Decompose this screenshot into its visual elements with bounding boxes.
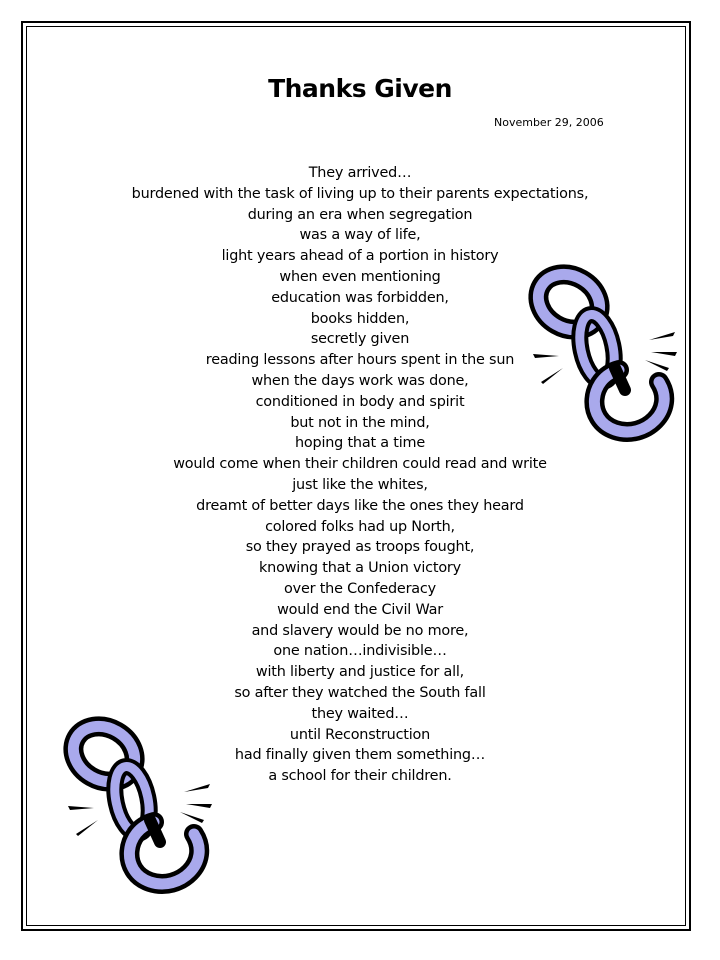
poem-line: They arrived… bbox=[308, 165, 412, 181]
poem-line: they waited… bbox=[311, 705, 409, 722]
poem-line: but not in the mind, bbox=[290, 414, 430, 431]
poem-line: over the Confederacy bbox=[284, 580, 436, 597]
poem-body bbox=[0, 163, 720, 787]
poem-line: and slavery would be no more, bbox=[251, 622, 469, 639]
poem-line: knowing that a Union victory bbox=[259, 560, 461, 577]
broken-chain-icon bbox=[62, 712, 222, 902]
poem-line: until Reconstruction bbox=[289, 726, 431, 743]
poem-line: would end the Civil War bbox=[277, 601, 443, 618]
poem-line: secretly given bbox=[310, 331, 410, 348]
poem-line: with liberty and justice for all, bbox=[255, 664, 465, 681]
poem-line: so after they watched the South fall bbox=[234, 684, 486, 701]
poem-line: books hidden, bbox=[310, 310, 410, 327]
poem-line: was a way of life, bbox=[299, 227, 421, 244]
poem-line: during an era when segregation bbox=[247, 206, 473, 223]
poem-line: burdened with the task of living up to their parents expectations, bbox=[131, 185, 589, 202]
poem-line: had finally given them something… bbox=[234, 747, 486, 764]
poem-line: conditioned in body and spirit bbox=[255, 393, 465, 410]
poem-line: so they prayed as troops fought, bbox=[245, 539, 475, 556]
poem-line: colored folks had up North, bbox=[265, 518, 455, 535]
poem-line: a school for their children. bbox=[268, 768, 452, 785]
poem-line: hoping that a time bbox=[295, 435, 425, 452]
poem-title: Thanks Given bbox=[268, 74, 452, 103]
poem-line: dreamt of better days like the ones they heard bbox=[196, 497, 524, 514]
poem-line: reading lessons after hours spent in the sun bbox=[205, 352, 515, 369]
poem-line: would come when their children could read and write bbox=[173, 456, 547, 473]
poem-date: November 29, 2006 bbox=[494, 116, 604, 129]
poem-line: light years ahead of a portion in history bbox=[221, 248, 499, 265]
poem-line: just like the whites, bbox=[292, 476, 428, 493]
broken-chain-icon bbox=[527, 260, 687, 450]
poem-line: one nation…indivisible… bbox=[273, 643, 447, 660]
poem-line: when even mentioning bbox=[279, 268, 441, 285]
poem-line: when the days work was done, bbox=[251, 372, 469, 389]
poem-line: education was forbidden, bbox=[271, 289, 449, 306]
